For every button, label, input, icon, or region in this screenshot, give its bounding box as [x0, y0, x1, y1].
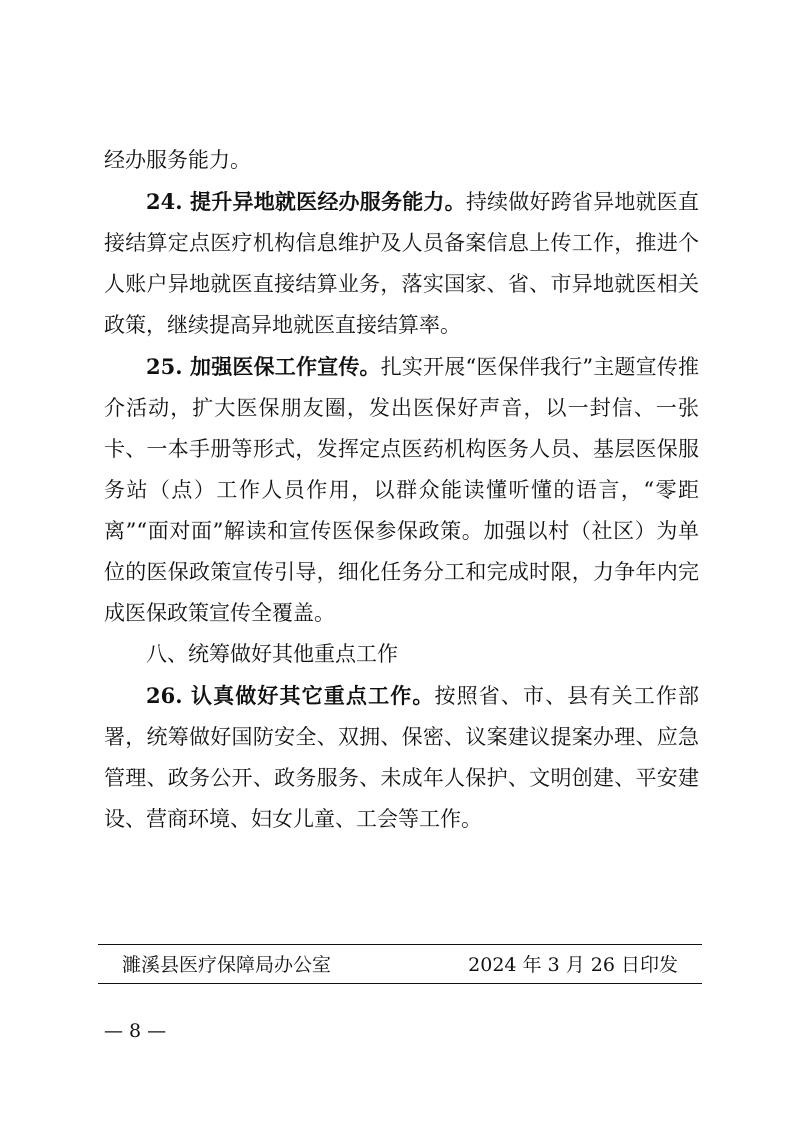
footer-divider-bottom — [98, 983, 702, 984]
paragraph-text: 经办服务能力。 — [104, 148, 251, 172]
section-heading-8 — [104, 634, 699, 675]
paragraph-text: 扎实开展“医保伴我行”主题宣传推介活动，扩大医保朋友圈，发出医保好声音，以一封信、一张卡、一本手册等形式，发挥定点医药机构医务人员、基层医保服务站（点）工作人员作用，以群众能读懂听懂的语言，“零距离”“面对面”解读和宣传医保参保政策。加强以村（社区）为单位的医保政策宣传引导，细化任务分工和完成时限，力争年内完成医保政策宣传全覆盖。 — [104, 355, 699, 625]
paragraph-text: 按照省、市、县有关工作部署，统筹做好国防安全、双拥、保密、议案建议提案办理、应急管理、政务公开、政务服务、未成年人保护、文明创建、平安建设、营商环境、妇女儿童、工会等工作。 — [104, 684, 699, 831]
paragraph-item-25 — [104, 346, 699, 634]
page-number: — 8 — — [104, 1020, 167, 1042]
paragraph-item-26 — [104, 675, 699, 840]
paragraph-item-24 — [104, 181, 699, 346]
section-title: 八、统筹做好其他重点工作 — [146, 642, 398, 666]
document-body — [104, 140, 699, 840]
item-heading: 26. 认真做好其它重点工作。 — [146, 683, 435, 708]
paragraph-text: 持续做好跨省异地就医直接结算定点医疗机构信息维护及人员备案信息上传工作，推进个人账户异地就医直接结算业务，落实国家、省、市异地就医相关政策，继续提高异地就医直接结算率。 — [104, 190, 699, 337]
paragraph-continuation — [104, 140, 699, 181]
issuance-footer — [122, 952, 678, 978]
issue-date: 2024 年 3 月 26 日印发 — [468, 954, 678, 976]
issuer-name: 濉溪县医疗保障局办公室 — [122, 954, 332, 976]
item-heading: 24. 提升异地就医经办服务能力。 — [146, 189, 466, 214]
item-heading: 25. 加强医保工作宣传。 — [146, 354, 381, 379]
footer-divider-top — [98, 944, 702, 945]
